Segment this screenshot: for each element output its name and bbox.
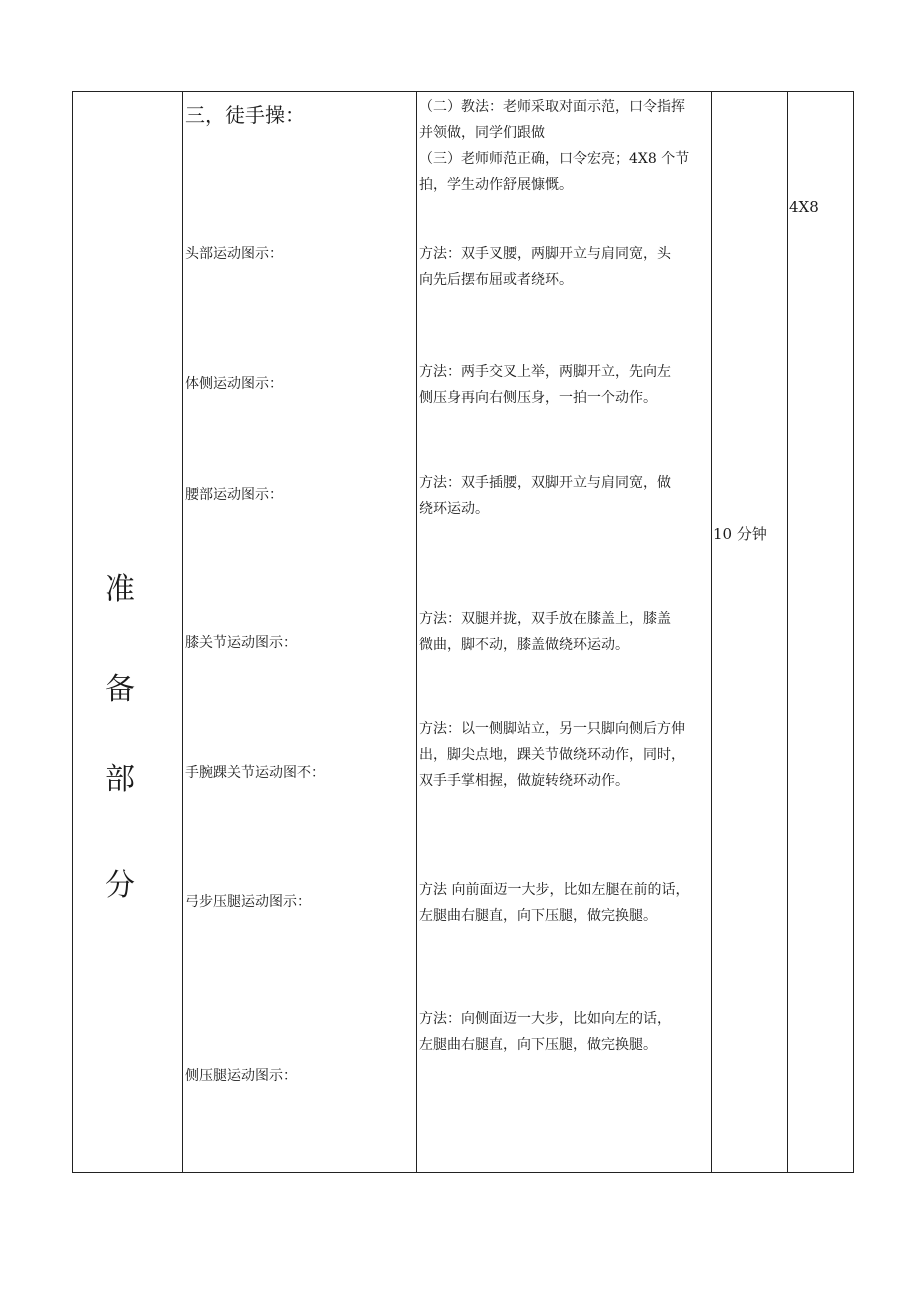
method-line: 拍，学生动作舒展慷慨。 bbox=[419, 177, 573, 193]
exercise-title: 三，徒手操： bbox=[185, 103, 305, 127]
column-divider bbox=[787, 92, 788, 1172]
method-line: 左腿曲右腿直，向下压腿，做完换腿。 bbox=[419, 908, 657, 924]
method-block bbox=[419, 877, 709, 929]
section-label-char: 分 bbox=[105, 868, 135, 903]
method-block bbox=[419, 470, 709, 522]
method-block bbox=[419, 241, 709, 293]
method-line: 方法：以一侧脚站立，另一只脚向侧后方伸 bbox=[419, 721, 685, 737]
method-line: 方法：两手交叉上举，两脚开立，先向左 bbox=[419, 364, 671, 380]
method-block bbox=[419, 359, 709, 411]
column-divider bbox=[182, 92, 183, 1172]
exercise-item: 头部运动图示： bbox=[185, 246, 283, 262]
column-divider bbox=[711, 92, 712, 1172]
method-line: （二）教法：老师采取对面示范，口令指挥 bbox=[419, 99, 685, 115]
column-divider bbox=[416, 92, 417, 1172]
exercise-item: 侧压腿运动图示： bbox=[185, 1068, 297, 1084]
method-line: 方法：双手插腰，双脚开立与肩同宽，做 bbox=[419, 475, 671, 491]
method-line: 向先后摆布屈或者绕环。 bbox=[419, 272, 573, 288]
method-line: 并领做，同学们跟做 bbox=[419, 125, 545, 141]
section-label-char: 部 bbox=[105, 762, 135, 797]
method-block bbox=[419, 716, 709, 794]
lesson-plan-table bbox=[72, 91, 854, 1173]
method-block bbox=[419, 1006, 709, 1058]
section-label-char: 准 bbox=[105, 572, 135, 607]
teaching-method-block bbox=[419, 94, 709, 198]
method-line: （三）老师师范正确，口令宏亮；4X8 个节 bbox=[419, 151, 690, 167]
repetition-count: 4X8 bbox=[789, 198, 819, 216]
method-line: 侧压身再向右侧压身，一拍一个动作。 bbox=[419, 390, 657, 406]
method-line: 绕环运动。 bbox=[419, 501, 489, 517]
exercise-item: 体侧运动图示： bbox=[185, 376, 283, 392]
method-line: 双手手掌相握，做旋转绕环动作。 bbox=[419, 773, 629, 789]
method-line: 左腿曲右腿直，向下压腿，做完换腿。 bbox=[419, 1037, 657, 1053]
method-line: 微曲，脚不动，膝盖做绕环运动。 bbox=[419, 637, 629, 653]
exercise-item: 手腕踝关节运动图不： bbox=[185, 765, 325, 781]
method-line: 出，脚尖点地，踝关节做绕环动作，同时， bbox=[419, 747, 685, 763]
method-line: 方法：双腿并拢，双手放在膝盖上，膝盖 bbox=[419, 611, 671, 627]
method-block bbox=[419, 606, 709, 658]
exercise-item: 腰部运动图示： bbox=[185, 487, 283, 503]
method-line: 方法 向前面迈一大步，比如左腿在前的话， bbox=[419, 882, 690, 898]
section-label-char: 备 bbox=[105, 672, 135, 707]
method-line: 方法：双手叉腰，两脚开立与肩同宽，头 bbox=[419, 246, 671, 262]
duration-text: 10 分钟 bbox=[713, 525, 767, 543]
method-line: 方法：向侧面迈一大步，比如向左的话， bbox=[419, 1011, 671, 1027]
exercise-item: 弓步压腿运动图示： bbox=[185, 894, 311, 910]
exercise-item: 膝关节运动图示： bbox=[185, 635, 297, 651]
